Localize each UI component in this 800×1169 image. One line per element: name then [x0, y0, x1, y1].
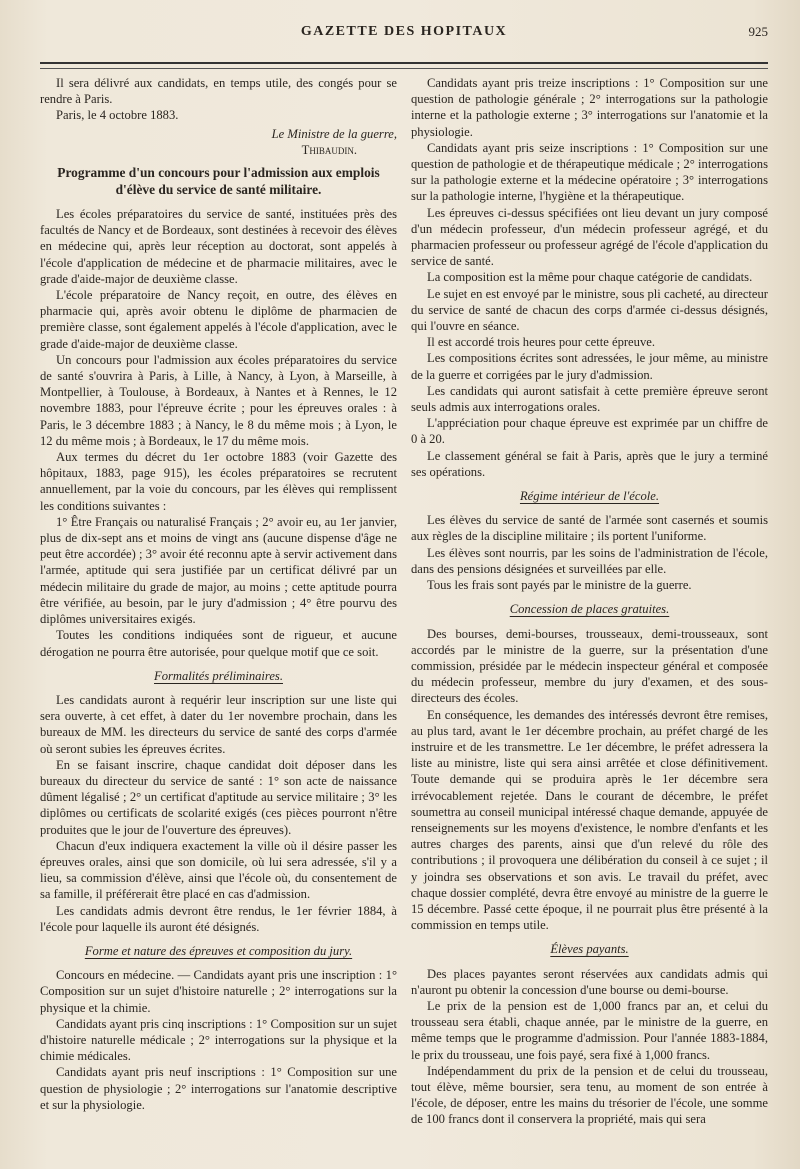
header-rule-thin — [40, 68, 768, 69]
subheading — [411, 941, 768, 957]
paragraph: Chacun d'eux indiquera exactement la ville où il désire passer les épreuves orales, ainsi que son domicile, où lui sera adressée, s'il y a lieu, sa commission d'élève, ainsi que l'école où, du consentement de sa famille, il préférerait être placé en cas d'admission. — [40, 838, 397, 902]
dateline: Paris, le 4 octobre 1883. — [56, 108, 179, 123]
paragraph: Candidats ayant pris neuf inscriptions : 1° Composition sur une question de physiologie ; 2° interrogations sur l'anatomie descriptive et sur la physiologie. — [40, 1065, 397, 1112]
subheading-text: Élèves payants. — [550, 942, 629, 957]
paragraph: Candidats ayant pris seize inscriptions : 1° Composition sur une question de pathologie et de thérapeutique médicale ; 2° interrogations sur la pathologie externe et la médecine opératoire ; 3° interrogations sur la pathologie interne, l'hygiène et la thérapeutique. — [411, 140, 768, 204]
paragraph: La composition est la même pour chaque catégorie de candidats. — [427, 270, 753, 285]
paragraph: Il est accordé trois heures pour cette épreuve. — [427, 335, 655, 350]
paragraph: Tous les frais sont payés par le ministre de la guerre. — [427, 578, 692, 593]
signature-name: Thibaudin. — [301, 142, 357, 157]
left-column — [40, 75, 397, 1128]
section-title: Programme d'un concours pour l'admission aux emplois d'élève du service de santé militaire. — [57, 165, 380, 198]
paragraph: Des places payantes seront réservées aux candidats admis qui n'auront pu obtenir la concession d'une bourse ou demi-bourse. — [411, 966, 768, 997]
subheading-text: Formalités préliminaires. — [154, 668, 283, 683]
signature-role: Le Ministre de la guerre, — [271, 126, 397, 141]
subheading — [411, 488, 768, 504]
header-rule — [40, 62, 768, 64]
paragraph: Il sera délivré aux candidats, en temps utile, des congés pour se rendre à Paris. — [40, 76, 397, 107]
paragraph: Les compositions écrites sont adressées, le jour même, au ministre de la guerre et corrigées par le jury d'admission. — [411, 351, 768, 382]
paragraph: L'école préparatoire de Nancy reçoit, en outre, des élèves en pharmacie qui, après avoir obtenu le diplôme de pharmacien de première classe, sont également appelés à l'école d'application, avec le grade d'aide-major de deuxième classe. — [40, 288, 397, 351]
paragraph: En conséquence, les demandes des intéressés devront être remises, au plus tard, avant le 1er décembre prochain, au préfet chargé de les instruire et de les transmettre. Le 1er décembre, le préfet adressera la liste au ministre, liste qui sera ainsi arrêtée et close définitivement. Toute demande qui se produira après le 1er décembre sera irrévocablement rejetée. Dans le courant de décembre, le préfet soumettra au conseil municipal intéressé chaque demande, appuyée de renseignements sur les moyens d'existence, le nombre d'enfants et les autres charges des parents, ainsi que d'un relevé du rôle des contributions ; il provoquera une délibération du conseil à ce sujet ; il y joindra ses observations et son avis. Le travail du préfet, avec chaque dossier complété, devra être envoyé au ministre de la guerre le 15 décembre. Passé cette époque, il ne pourrait plus être présenté à la commission en temps utile. — [411, 707, 768, 933]
paragraph: Aux termes du décret du 1er octobre 1883 (voir Gazette des hôpitaux, 1883, page 915), les écoles préparatoires se recrutent annuellement, par la voie du concours, par les élèves qui remplissent les conditions suivantes : — [40, 450, 397, 513]
right-column — [411, 75, 768, 1128]
paragraph: Les élèves du service de santé de l'armée sont casernés et soumis aux règles de la discipline militaire ; ils portent l'uniforme. — [411, 513, 768, 544]
paragraph: Les candidats auront à requérir leur inscription sur une liste qui sera ouverte, à cet effet, à dater du 1er novembre prochain, dans les bureaux de MM. les directeurs du service de santé des corps d'armée où seront subies les épreuves écrites. — [40, 692, 397, 756]
subheading-text: Régime intérieur de l'école. — [519, 489, 660, 504]
page-header — [40, 24, 768, 46]
paragraph: Le sujet en est envoyé par le ministre, sous pli cacheté, au directeur du service de santé de chacun des corps d'armée ci-dessus désignés, qui l'ouvre en séance. — [411, 286, 768, 334]
paragraph: 1° Être Français ou naturalisé Français ; 2° avoir eu, au 1er janvier, plus de dix-sept ans et moins de vingt ans (aucune dispense d'âge ne peut être accordée) ; 3° avoir été reconnu apte à servir activement dans l'armée, aptitude qui sera justifiée par un certificat délivré par un médecin militaire du grade de major, au moins ; cette aptitude pourra être vérifiée, au besoin, par le jury d'admission ; 4° être pourvu des diplômes universitaires exigés. — [40, 514, 397, 627]
paragraph: Un concours pour l'admission aux écoles préparatoires du service de santé s'ouvrira à Paris, à Lille, à Nancy, à Lyon, à Marseille, à Montpellier, à Toulouse, à Bordeaux, à Nantes et à Rennes, le 12 novembre 1883, pour l'épreuve écrite ; pour les épreuves orales : à Paris, le 3 décembre 1883 ; à Nancy, le 8 du même mois ; à Lyon, le 12 du même mois ; à Bordeaux, le 17 du même mois. — [40, 352, 397, 448]
paragraph: En se faisant inscrire, chaque candidat doit déposer dans les bureaux du directeur du service de santé : 1° son acte de naissance dûment légalisé ; 2° un certificat d'aptitude au service militaire ; 3° les diplômes ou certificats de scolarité exigés (ces pièces pourront n'être produites que le jour de l'ouverture des épreuves). — [40, 757, 397, 837]
paragraph: Les candidats admis devront être rendus, le 1er février 1884, à l'école pour laquelle ils auront été désignés. — [40, 903, 397, 934]
subheading-text: Forme et nature des épreuves et composition du jury. — [84, 943, 353, 958]
subheading-text: Concession de places gratuites. — [509, 602, 670, 617]
text-columns — [40, 75, 768, 1128]
paragraph: Les écoles préparatoires du service de santé, instituées près des facultés de Nancy et de Bordeaux, sont destinées à recevoir des élèves en médecine qui, après leur réception au doctorat, sont appelés à l'école d'application de médecine et de pharmacie militaires, avec le grade d'aide-major de deuxième classe. — [40, 207, 397, 286]
subheading — [411, 601, 768, 617]
paragraph: Les épreuves ci-dessus spécifiées ont lieu devant un jury composé d'un médecin professeur, d'un médecin professeur agrégé, et du pharmacien professeur ou professeur agrégé de l'école d'application du service de santé. — [411, 205, 768, 269]
paragraph: Les élèves sont nourris, par les soins de l'administration de l'école, dans des pensions désignées et surveillées par elle. — [411, 545, 768, 576]
subheading — [40, 668, 397, 684]
paragraph: Toutes les conditions indiquées sont de rigueur, et aucune dérogation ne pourra être autorisée, pour quelque motif que ce soit. — [40, 628, 397, 659]
paragraph: Des bourses, demi-bourses, trousseaux, demi-trousseaux, sont accordés par le ministre de la guerre, sur la présentation d'une commission, présidée par le médecin inspecteur général et composée du médecin professeur, membre du jury d'examen, et des sous-directeurs des écoles. — [411, 626, 768, 706]
paragraph: Candidats ayant pris treize inscriptions : 1° Composition sur une question de pathologie générale ; 2° interrogations sur la pathologie interne et la pathologie externe ; 3° interrogations sur l'anatomie et la physiologie. — [411, 76, 768, 139]
journal-title: GAZETTE DES HOPITAUX — [300, 24, 508, 39]
paragraph: Les candidats qui auront satisfait à cette première épreuve seront seuls admis aux interrogations orales. — [411, 383, 768, 415]
paragraph: Candidats ayant pris cinq inscriptions : 1° Composition sur un sujet d'histoire naturelle médicale ; 2° interrogations sur la physique et la chimie médicales. — [40, 1016, 397, 1064]
page-number: 925 — [748, 24, 768, 39]
paragraph: Le prix de la pension est de 1,000 francs par an, et celui du trousseau sera établi, chaque année, par le ministre de la guerre, en même temps que le programme d'admission. Pour l'année 1883-1884, le prix du trousseau, une fois payé, sera fixé à 1,000 francs. — [411, 998, 768, 1062]
paragraph: Le classement général se fait à Paris, après que le jury a terminé ses opérations. — [411, 448, 768, 479]
paragraph: L'appréciation pour chaque épreuve est exprimée par un chiffre de 0 à 20. — [411, 416, 768, 447]
paragraph: Concours en médecine. — Candidats ayant pris une inscription : 1° Composition sur un sujet d'histoire naturelle ; 2° interrogations sur la physique et la chimie. — [40, 968, 397, 1015]
paragraph: Indépendamment du prix de la pension et de celui du trousseau, tout élève, même boursier, sera tenu, au moment de son entrée à l'école, de déposer, entre les mains du trésorier de l'école, une somme de 100 francs dont il conservera la propriété, mais qui sera — [411, 1063, 768, 1127]
subheading — [40, 943, 397, 959]
